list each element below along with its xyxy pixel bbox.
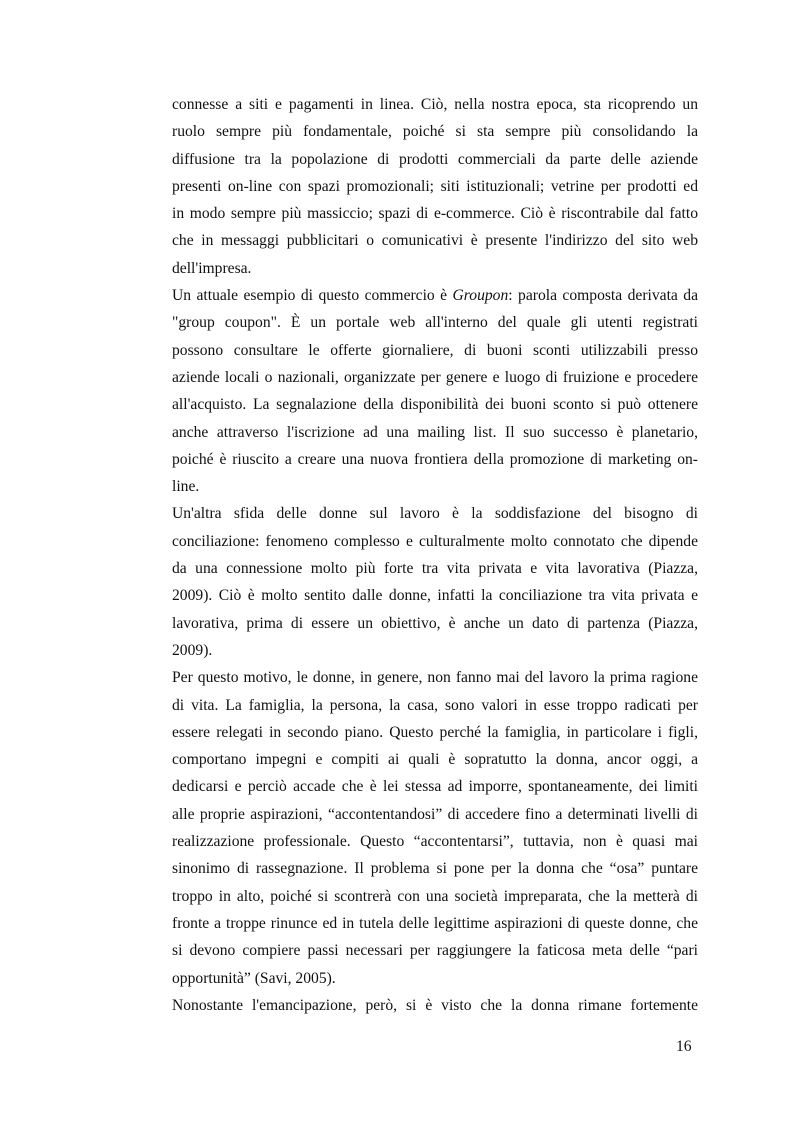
text-line: aziende locali o nazionali, organizzate per genere e luogo di fruizione e procedere: [172, 368, 698, 386]
text-line: "group coupon". È un portale web all'interno del quale gli utenti registrati: [172, 314, 698, 332]
text-line: Per questo motivo, le donne, in genere, non fanno mai del lavoro la prima ragione: [172, 669, 698, 687]
text-line: che in messaggi pubblicitari o comunicativi è presente l'indirizzo del sito web: [172, 232, 698, 250]
paragraph: [172, 664, 698, 992]
text-line: conciliazione: fenomeno complesso e culturalmente molto connotato che dipende: [172, 532, 698, 550]
italic-term: Groupon: [452, 287, 509, 305]
text-line: lavorativa, prima di essere un obiettivo, è anche un dato di partenza (Piazza,: [172, 614, 698, 632]
text-line: troppo in alto, poiché si scontrerà con una società impreparata, che la metterà di: [172, 887, 698, 905]
paragraph: [172, 992, 698, 1019]
body-text: [172, 91, 698, 1019]
text-line: essere relegati in secondo piano. Questo perché la famiglia, in particolare i figli,: [172, 723, 698, 741]
page-number: 16: [676, 1038, 692, 1055]
text-line: sinonimo di rassegnazione. Il problema si pone per la donna che “osa” puntare: [172, 860, 698, 878]
text-line: Un attuale esempio di questo commercio è Groupon: parola composta derivata da: [172, 287, 698, 305]
text-line: alle proprie aspirazioni, “accontentandosi” di accedere fino a determinati livelli di: [172, 805, 698, 823]
text-line: 2009).: [172, 641, 213, 659]
paragraph: [172, 500, 698, 664]
text-line: 2009). Ciò è molto sentito dalle donne, infatti la conciliazione tra vita privata e: [172, 587, 698, 605]
text-line: si devono compiere passi necessari per raggiungere la faticosa meta delle “pari: [172, 942, 698, 960]
text-line: di vita. La famiglia, la persona, la casa, sono valori in esse troppo radicati per: [172, 696, 698, 714]
text-line: line.: [172, 478, 200, 496]
text-line: opportunità” (Savi, 2005).: [172, 969, 336, 987]
paragraph: [172, 91, 698, 282]
text-line: diffusione tra la popolazione di prodotti commerciali da parte delle aziende: [172, 150, 698, 168]
text-line: dell'impresa.: [172, 259, 252, 277]
text-line: da una connessione molto più forte tra vita privata e vita lavorativa (Piazza,: [172, 560, 698, 578]
text-line: Un'altra sfida delle donne sul lavoro è la soddisfazione del bisogno di: [172, 505, 698, 523]
text-line: connesse a siti e pagamenti in linea. Ciò, nella nostra epoca, sta ricoprendo un: [172, 96, 698, 113]
text-line: Nonostante l'emancipazione, però, si è visto che la donna rimane fortemente: [172, 996, 698, 1014]
text-line: possono consultare le offerte giornaliere, di buoni sconti utilizzabili presso: [172, 341, 698, 359]
text-line: comportano impegni e compiti ai quali è sopratutto la donna, ancor oggi, a: [172, 751, 698, 769]
paragraph: [172, 282, 698, 500]
text-line: dedicarsi e perciò accade che è lei stessa ad imporre, spontaneamente, dei limiti: [172, 778, 698, 796]
text-line: poiché è riuscito a creare una nuova frontiera della promozione di marketing on-: [172, 450, 698, 468]
text-line: realizzazione professionale. Questo “accontentarsi”, tuttavia, non è quasi mai: [172, 833, 698, 851]
text-line: all'acquisto. La segnalazione della disponibilità dei buoni sconto si può ottenere: [172, 396, 698, 414]
text-line: fronte a troppe rinunce ed in tutela delle legittime aspirazioni di queste donne, che: [172, 914, 698, 932]
text-line: in modo sempre più massiccio; spazi di e-commerce. Ciò è riscontrabile dal fatto: [172, 205, 698, 223]
text-line: presenti on-line con spazi promozionali; siti istituzionali; vetrine per prodotti ed: [172, 177, 698, 195]
text-line: anche attraverso l'iscrizione ad una mailing list. Il suo successo è planetario,: [172, 423, 698, 441]
text-line: ruolo sempre più fondamentale, poiché si sta sempre più consolidando la: [172, 123, 698, 141]
